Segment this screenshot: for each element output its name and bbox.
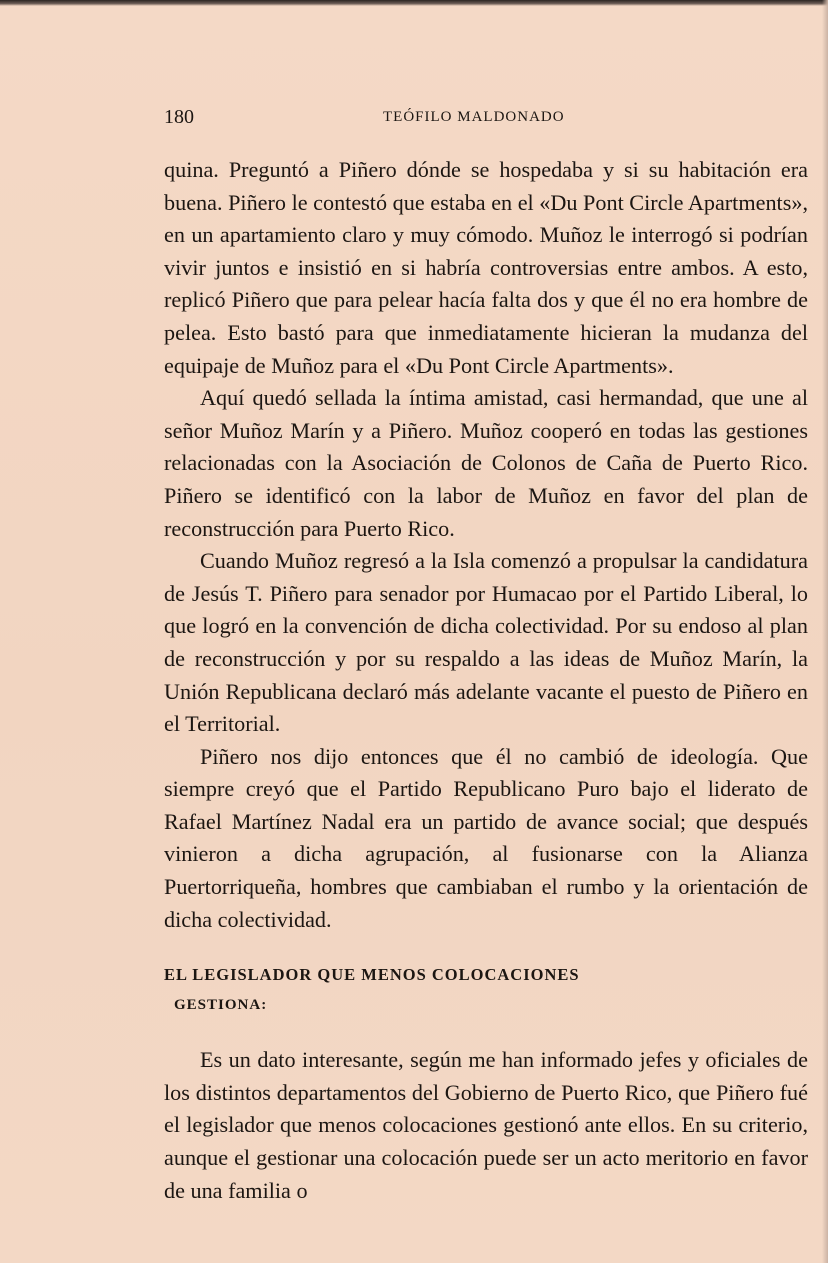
- page-right-edge: [822, 0, 828, 1263]
- page-top-edge: [0, 0, 828, 6]
- section-heading-line-2: GESTIONA:: [174, 997, 268, 1014]
- paragraph: Piñero nos dijo entonces que él no cambió de ideología. Que siempre creyó que el Partido Republicano Puro bajo el liderato de Rafael Martínez Nadal era un partido de avance social; que después vinieron a dicha agrupación, al fusionarse con la Alianza Puertorriqueña, hombres que cambiaban el rumbo y la orientación de dicha colectividad.: [164, 743, 808, 932]
- section-heading-line-1: EL LEGISLADOR QUE MENOS COLOCACIONES: [164, 965, 580, 985]
- paragraph: Aquí quedó sellada la íntima amistad, casi hermandad, que une al señor Muñoz Marín y a Piñero. Muñoz cooperó en todas las gestiones relacionadas con la Asociación de Colonos de Caña de Puerto Rico. Piñero se identificó con la labor de Muñoz en favor del plan de reconstrucción para Puerto Rico.: [164, 385, 808, 541]
- body-text: [164, 154, 808, 1207]
- page-header: [164, 106, 808, 136]
- page-number: 180: [164, 106, 194, 128]
- paragraph: quina. Preguntó a Piñero dónde se hospedaba y si su habitación era buena. Piñero le contestó que estaba en el «Du Pont Circle Apartments», en un apartamiento claro y muy cómodo. Muñoz le interrogó si podrían vivir juntos e insistió en si habría controversias entre ambos. A esto, replicó Piñero que para pelear hacía falta dos y que él no era hombre de pelea. Esto bastó para que inmediatamente hicieran la mudanza del equipaje de Muñoz para el «Du Pont Circle Apartments».: [164, 157, 808, 378]
- section-paragraph: Es un dato interesante, según me han informado jefes y oficiales de los distintos departamentos del Gobierno de Puerto Rico, que Piñero fué el legislador que menos colocaciones gestionó ante ellos. En su criterio, aunque el gestionar una colocación puede ser un acto meritorio en favor de una familia o: [164, 1047, 808, 1203]
- paragraph: Cuando Muñoz regresó a la Isla comenzó a propulsar la candidatura de Jesús T. Piñero para senador por Humacao por el Partido Liberal, lo que logró en la convención de dicha colectividad. Por su endoso al plan de reconstrucción y por su respaldo a las ideas de Muñoz Marín, la Unión Republicana declaró más adelante vacante el puesto de Piñero en el Territorial.: [164, 548, 808, 737]
- section-heading: [164, 960, 808, 1020]
- running-head: TEÓFILO MALDONADO: [383, 109, 565, 125]
- section-spacer: [164, 1020, 808, 1044]
